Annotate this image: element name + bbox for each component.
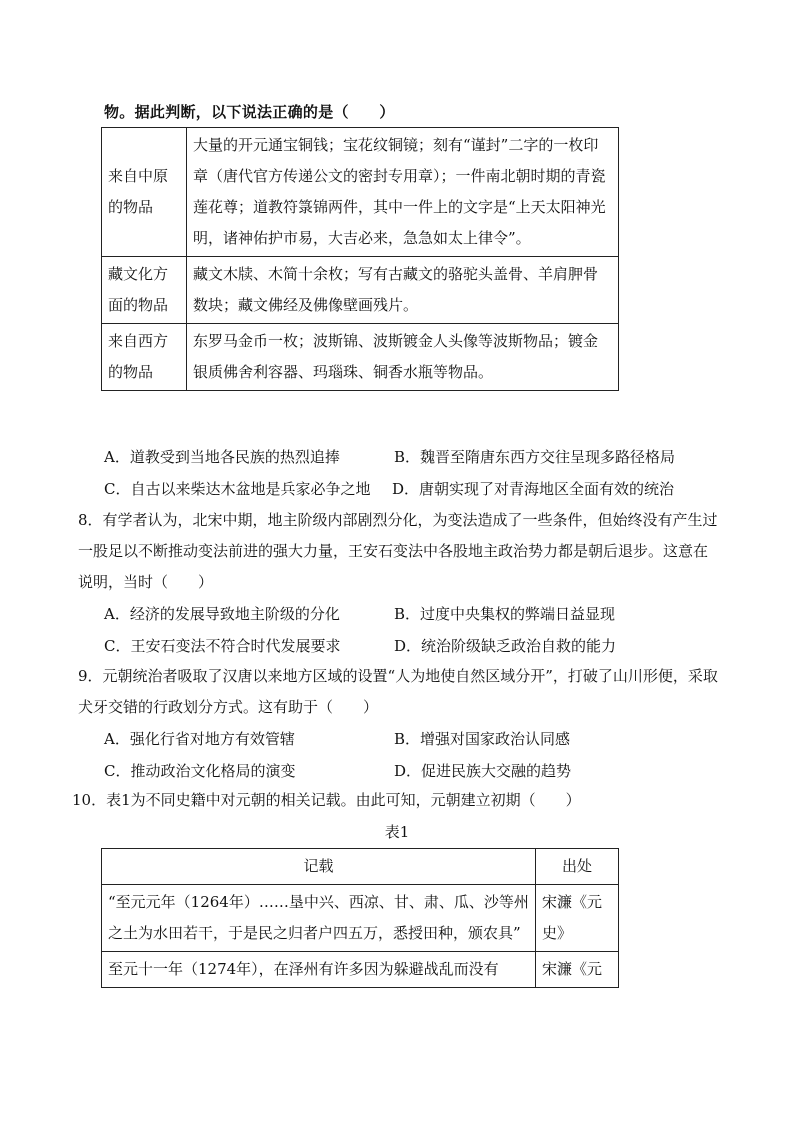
question-9 bbox=[78, 661, 718, 787]
table-cell-content: 藏文木牍、木简十余枚；写有古藏文的骆驼头盖骨、羊肩胛骨数块；藏文佛经及佛像壁画残片。 bbox=[187, 257, 619, 324]
option-row bbox=[104, 598, 718, 630]
table-row bbox=[102, 885, 619, 952]
table-row bbox=[102, 324, 619, 391]
table-row bbox=[102, 257, 619, 324]
records-table bbox=[101, 848, 619, 988]
column-header-record: 记载 bbox=[102, 849, 536, 885]
option-row bbox=[104, 723, 718, 755]
table-cell-record: “至元元年（1264年）……垦中兴、西凉、甘、肃、瓜、沙等州之土为水田若干，于是民之归者户四五万，悉授田种，颁农具” bbox=[102, 885, 536, 952]
option-b[interactable]: B．魏晋至隋唐东西方交往呈现多路径格局 bbox=[394, 448, 676, 466]
table-cell-content: 东罗马金币一枚；波斯锦、波斯镀金人头像等波斯物品；镀金银质佛舍利容器、玛瑙珠、铜香水瓶等物品。 bbox=[187, 324, 619, 391]
table-row bbox=[102, 128, 619, 257]
artifacts-table bbox=[101, 127, 619, 391]
question-7-lead: 物。据此判断，以下说法正确的是（ ） bbox=[104, 103, 395, 121]
table-caption: 表1 bbox=[384, 823, 410, 841]
column-header-source: 出处 bbox=[536, 849, 619, 885]
table-cell-record: 至元十一年（1274年），在泽州有许多因为躲避战乱而没有 bbox=[102, 952, 536, 988]
table-cell-category: 来自西方的物品 bbox=[102, 324, 187, 391]
option-b[interactable]: B．增强对国家政治认同感 bbox=[394, 730, 571, 748]
question-10 bbox=[72, 785, 712, 816]
option-c[interactable]: C．推动政治文化格局的演变 bbox=[104, 762, 296, 780]
option-a[interactable]: A．道教受到当地各民族的热烈追捧 bbox=[104, 448, 340, 466]
option-b[interactable]: B．过度中央集权的弊端日益显现 bbox=[394, 605, 616, 623]
table-header-row bbox=[102, 849, 619, 885]
question-7-options bbox=[104, 441, 724, 505]
option-c[interactable]: C．王安石变法不符合时代发展要求 bbox=[104, 637, 341, 655]
option-row bbox=[104, 630, 718, 662]
option-d[interactable]: D．统治阶级缺乏政治自救的能力 bbox=[394, 637, 617, 655]
table-cell-category: 藏文化方面的物品 bbox=[102, 257, 187, 324]
table-cell-source: 宋濂《元史》 bbox=[536, 885, 619, 952]
option-d[interactable]: D．唐朝实现了对青海地区全面有效的统治 bbox=[392, 480, 675, 498]
option-row bbox=[104, 441, 724, 473]
table-cell-content: 大量的开元通宝铜钱；宝花纹铜镜；刻有“谨封”二字的一枚印章（唐代官方传递公文的密封专用章）；一件南北朝时期的青瓷莲花尊；道教符箓锦两件，其中一件上的文字是“上天太阳神光明，诸神佑护市易，大吉必来，急急如太上律令”。 bbox=[187, 128, 619, 257]
option-a[interactable]: A．强化行省对地方有效管辖 bbox=[104, 730, 295, 748]
option-d[interactable]: D．促进民族大交融的趋势 bbox=[394, 762, 572, 780]
table-cell-category: 来自中原的物品 bbox=[102, 128, 187, 257]
question-8-stem: 8．有学者认为，北宋中期，地主阶级内部剧烈分化，为变法造成了一些条件，但始终没有产生过一股足以不断推动变法前进的强大力量，王安石变法中各股地主政治势力都是朝后退步。这意在说明，当时（ ） bbox=[78, 511, 718, 591]
option-row bbox=[104, 755, 718, 787]
question-9-stem: 9．元朝统治者吸取了汉唐以来地方区域的设置“人为地使自然区域分开”，打破了山川形便，采取犬牙交错的行政划分方式。这有助于（ ） bbox=[78, 667, 718, 716]
option-row bbox=[104, 473, 724, 505]
question-8 bbox=[78, 505, 718, 662]
option-c[interactable]: C．自古以来柴达木盆地是兵家必争之地 bbox=[104, 480, 371, 498]
question-10-stem: 10．表1为不同史籍中对元朝的相关记载。由此可知，元朝建立初期（ ） bbox=[72, 791, 581, 809]
table-row bbox=[102, 952, 619, 988]
table-cell-source: 宋濂《元 bbox=[536, 952, 619, 988]
option-a[interactable]: A．经济的发展导致地主阶级的分化 bbox=[104, 605, 340, 623]
